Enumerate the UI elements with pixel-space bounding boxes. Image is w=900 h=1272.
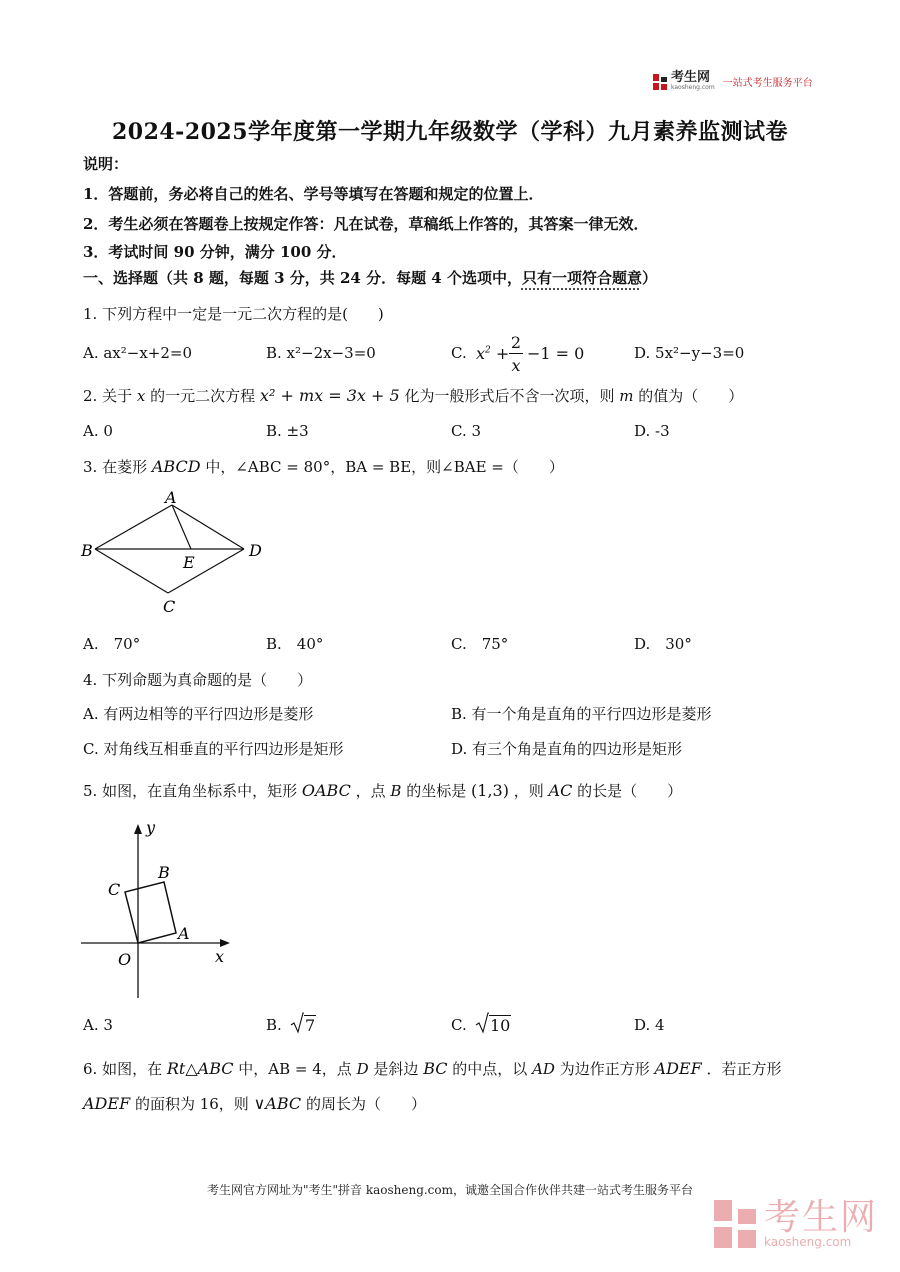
label-c: C xyxy=(108,880,121,899)
radical-sign-icon xyxy=(290,1012,304,1034)
q5-stem-part: 的长是（ ） xyxy=(577,782,683,800)
watermark-brand-url: kaosheng.com xyxy=(764,1235,852,1249)
q5-option-b-radicand: 7 xyxy=(305,1016,316,1035)
q6-stem-part: 为边作正方形 xyxy=(559,1060,650,1078)
q1-option-d: D. 5x²−y−3=0 xyxy=(634,344,745,362)
label-c: C xyxy=(163,597,176,616)
rhombus-side-ab xyxy=(95,505,172,549)
q2-stem-part: 的值为（ ） xyxy=(638,387,744,405)
label-a: A xyxy=(178,924,190,943)
q2-stem-var: m xyxy=(619,387,634,405)
note-item: 3．考试时间 90 分钟，满分 100 分． xyxy=(83,243,347,261)
q6-stem-part: 中，AB = 4，点 xyxy=(238,1060,352,1078)
q2-stem-part: 2. 关于 xyxy=(83,387,133,405)
section-heading-suffix: ） xyxy=(641,269,657,287)
q4-option-d: D. 有三个角是直角的四边形是矩形 xyxy=(451,740,683,758)
q1-option-c-rest: −1 = 0 xyxy=(527,344,585,363)
section-heading xyxy=(83,267,657,288)
q5-coordinate-figure xyxy=(78,815,248,1005)
notes-heading: 说明： xyxy=(83,155,129,173)
q4-option-c: C. 对角线互相垂直的平行四边形是矩形 xyxy=(83,740,344,758)
q3-option-a: A. 70° xyxy=(83,635,141,653)
q6-stem-adef: ADEF xyxy=(83,1094,131,1113)
q2-stem-var: x xyxy=(136,387,146,405)
q5-option-c-label: C. xyxy=(451,1016,467,1034)
rhombus-side-ad xyxy=(172,505,244,549)
rectangle-oabc xyxy=(125,882,176,943)
label-a: A xyxy=(165,488,177,507)
q6-stem-line1 xyxy=(83,1058,781,1079)
rhombus-side-cd xyxy=(168,549,244,593)
q2-stem xyxy=(83,385,743,406)
segment-ae xyxy=(172,505,191,549)
q5-stem-coordinate: (1,3) xyxy=(471,781,509,800)
q5-stem-ac: AC xyxy=(548,781,573,800)
logo-brand-url: kaosheng.com xyxy=(671,84,715,91)
q4-stem: 4. 下列命题为真命题的是（ ） xyxy=(83,671,313,689)
q5-stem-part: ，则 xyxy=(513,782,544,800)
label-b: B xyxy=(158,863,170,882)
label-b: B xyxy=(81,541,93,560)
q6-stem-part: 的中点，以 xyxy=(452,1060,528,1078)
q1-option-a: A. ax²−x+2=0 xyxy=(83,344,193,362)
watermark-text xyxy=(764,1197,879,1249)
q6-stem-part: 的面积为 16，则 xyxy=(134,1095,249,1113)
q6-stem-adef: ADEF xyxy=(654,1059,702,1078)
label-y: y xyxy=(146,818,156,837)
q3-rhombus-figure xyxy=(78,485,278,620)
q5-option-c-radicand: 10 xyxy=(490,1016,511,1035)
q5-stem-part: 5. 如图，在直角坐标系中，矩形 xyxy=(83,782,298,800)
q2-option-d: D. -3 xyxy=(634,422,670,440)
y-axis-arrow-icon xyxy=(134,824,142,834)
q5-stem-point: B xyxy=(390,782,402,800)
q3-stem xyxy=(83,456,564,477)
q2-stem-equation: x² + mx = 3x + 5 xyxy=(259,386,400,405)
label-d: D xyxy=(249,541,262,560)
q6-stem-part: ．若正方形 xyxy=(706,1060,782,1078)
page-footer: 考生网官方网址为"考生"拼音 kaosheng.com，诚邀全国合作伙伴共建一站式考生服务平台 xyxy=(206,1183,694,1197)
q6-stem-part: 的周长为（ ） xyxy=(305,1095,426,1113)
q5-option-a: A. 3 xyxy=(83,1016,113,1034)
kaosheng-logo-icon xyxy=(653,74,667,90)
q4-option-a: A. 有两边相等的平行四边形是菱形 xyxy=(83,705,314,723)
q2-option-a: A. 0 xyxy=(83,422,113,440)
q2-option-c: C. 3 xyxy=(451,422,482,440)
logo-text xyxy=(671,72,715,91)
q1-fraction-bar xyxy=(509,353,523,354)
q6-stem-part: 是斜边 xyxy=(373,1060,419,1078)
label-o: O xyxy=(118,950,132,969)
q6-stem-triangle: Rt△ABC xyxy=(166,1059,234,1078)
page-title: 2024-2025学年度第一学期九年级数学（学科）九月素养监测试卷 xyxy=(111,119,789,145)
q2-stem-part: 的一元二次方程 xyxy=(150,387,256,405)
q1-option-c-numerator: 2 xyxy=(510,333,522,352)
q3-stem-abcd: ABCD xyxy=(151,457,201,476)
q6-stem-bc: BC xyxy=(423,1059,448,1078)
q1-option-c-label: C. xyxy=(451,344,467,362)
q2-stem-part: 化为一般形式后不含一次项，则 xyxy=(404,387,615,405)
q3-option-b: B. 40° xyxy=(266,635,324,653)
q6-stem-triangle: ∨ABC xyxy=(253,1094,302,1113)
radical-sign-icon xyxy=(475,1012,489,1034)
q5-stem xyxy=(83,780,682,801)
label-e: E xyxy=(183,553,195,572)
q6-stem-line2 xyxy=(83,1093,426,1114)
label-x: x xyxy=(215,947,225,966)
q3-option-c: C. 75° xyxy=(451,635,509,653)
q4-option-b: B. 有一个角是直角的平行四边形是菱形 xyxy=(451,705,712,723)
q6-stem-ad: AD xyxy=(532,1060,555,1078)
q5-stem-part: ，点 xyxy=(355,782,386,800)
q2-option-b: B. ±3 xyxy=(266,422,309,440)
q3-stem-part: 3. 在菱形 xyxy=(83,458,148,476)
q5-option-b-label: B. xyxy=(266,1016,282,1034)
section-heading-emphasis: 只有一项符合题意 xyxy=(521,269,642,287)
rhombus-side-bc xyxy=(95,549,168,593)
kaosheng-watermark-icon xyxy=(714,1200,756,1248)
logo-brand-name: 考生网 xyxy=(671,70,711,85)
logo-slogan: 一站式考生服务平台 xyxy=(722,78,813,89)
watermark xyxy=(714,1197,879,1249)
q6-stem-part: 6. 如图，在 xyxy=(83,1060,163,1078)
note-item: 2．考生必须在答题卷上按规定作答：凡在试卷，草稿纸上作答的，其答案一律无效． xyxy=(83,215,649,233)
q5-option-d: D. 4 xyxy=(634,1016,665,1034)
x-axis-arrow-icon xyxy=(220,939,230,947)
header-logo xyxy=(653,72,813,91)
q3-option-d: D. 30° xyxy=(634,635,692,653)
q1-option-b: B. x²−2x−3=0 xyxy=(266,344,376,362)
q5-stem-oabc: OABC xyxy=(301,781,351,800)
q5-stem-part: 的坐标是 xyxy=(406,782,467,800)
note-item: 1．答题前，务必将自己的姓名、学号等填写在答题和规定的位置上． xyxy=(83,185,544,203)
q1-option-c-x: $x^2$ + xyxy=(476,344,510,363)
q1-stem: 1. 下列方程中一定是一元二次方程的是( ) xyxy=(83,305,384,323)
q6-stem-point: D xyxy=(356,1060,369,1078)
watermark-brand-name: 考生网 xyxy=(764,1197,879,1238)
q1-option-c-denominator: x xyxy=(511,356,521,375)
section-heading-prefix: 一、选择题（共 8 题，每题 3 分，共 24 分．每题 4 个选项中， xyxy=(83,269,522,287)
q3-stem-part: 中，∠ABC = 80°，BA = BE，则∠BAE =（ ） xyxy=(205,458,564,476)
